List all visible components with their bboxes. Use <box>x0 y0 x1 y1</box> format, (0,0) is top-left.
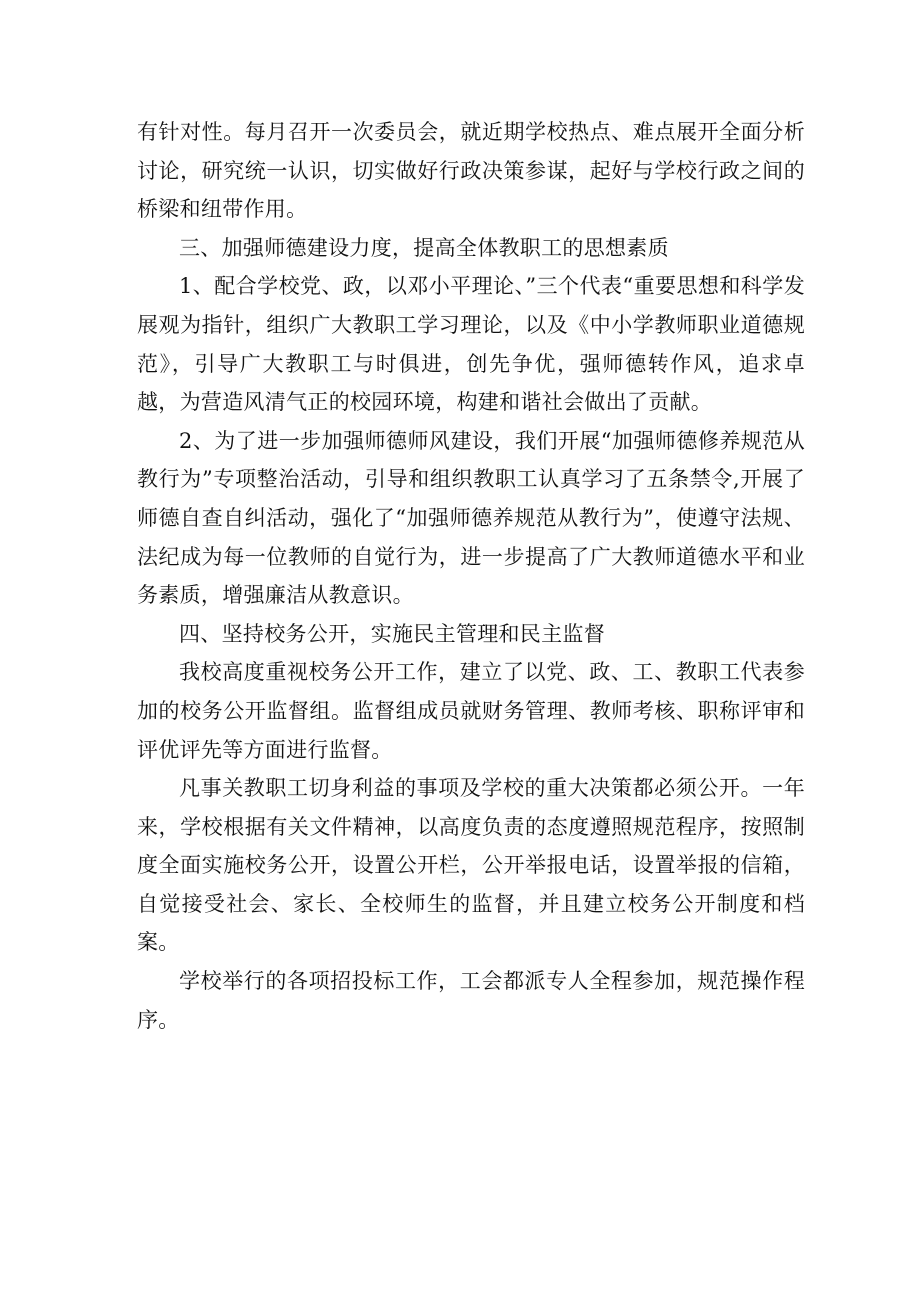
paragraph-7: 凡事关教职工切身利益的事项及学校的重大决策都必须公开。一年来，学校根据有关文件精神，以高度负责的态度遵照规范程序，按照制度全面实施校务公开，设置公开栏，公开举报电话，设置举报的信箱，自觉接受社会、家长、全校师生的监督，并且建立校务公开制度和档案。 <box>137 776 805 955</box>
paragraph-6: 我校高度重视校务公开工作，建立了以党、政、工、教职工代表参加的校务公开监督组。监督组成员就财务管理、教师考核、职称评审和评优评先等方面进行监督。 <box>137 660 805 762</box>
section-heading-3: 三、加强师德建设力度，提高全体教职工的思想素质 <box>179 235 669 260</box>
document-body <box>137 113 805 1039</box>
paragraph-8: 学校举行的各项招投标工作，工会都派专人全程参加，规范操作程序。 <box>137 969 805 1032</box>
paragraph-4: 2、为了进一步加强师德师风建设，我们开展“加强师德修养规范从教行为”专项整治活动，引导和组织教职工认真学习了五条禁令,开展了师德自查自纠活动，强化了“加强师德养规范从教行为”，使遵守法规、法纪成为每一位教师的自觉行为，进一步提高了广大教师道德水平和业务素质，增强廉洁从教意识。 <box>137 428 805 608</box>
paragraph-3: 1、配合学校党、政，以邓小平理论、”三个代表“重要思想和科学发展观为指针，组织广大教职工学习理论，以及《中小学教师职业道德规范》，引导广大教职工与时俱进，创先争优，强师德转作风，追求卓越，为营造风清气正的校园环境，构建和谐社会做出了贡献。 <box>137 274 805 415</box>
paragraph-1: 有针对性。每月召开一次委员会，就近期学校热点、难点展开全面分析讨论，研究统一认识，切实做好行政决策参谋，起好与学校行政之间的桥梁和纽带作用。 <box>137 120 805 222</box>
section-heading-4: 四、坚持校务公开，实施民主管理和民主监督 <box>179 621 605 646</box>
